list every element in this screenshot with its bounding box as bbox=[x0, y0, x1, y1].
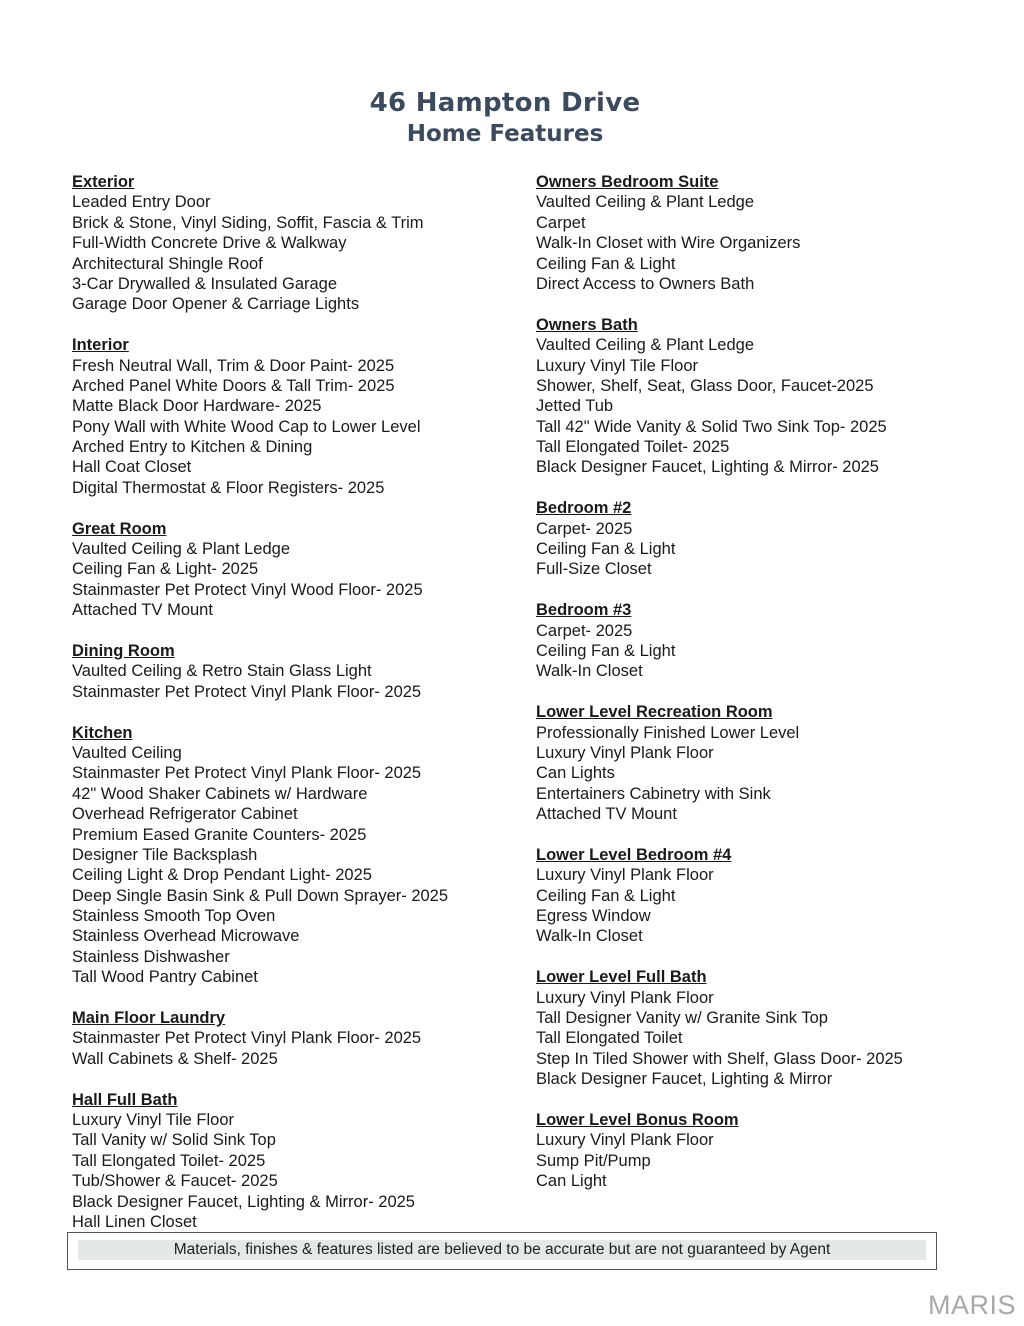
section-heading: Lower Level Bonus Room bbox=[536, 1110, 739, 1129]
section-heading: Bedroom #3 bbox=[536, 601, 632, 620]
feature-item: Can Lights bbox=[536, 764, 615, 783]
feature-item: Ceiling Fan & Light- 2025 bbox=[72, 560, 259, 579]
feature-item: Matte Black Door Hardware- 2025 bbox=[72, 397, 322, 416]
section-great-room bbox=[72, 519, 512, 621]
feature-item: Hall Linen Closet bbox=[72, 1212, 197, 1231]
feature-item: Jetted Tub bbox=[536, 397, 614, 416]
section-exterior bbox=[72, 172, 512, 315]
feature-item: Entertainers Cabinetry with Sink bbox=[536, 784, 771, 803]
feature-item: Carpet bbox=[536, 213, 586, 232]
feature-item: Step In Tiled Shower with Shelf, Glass Door- 2025 bbox=[536, 1049, 903, 1068]
feature-item: 3-Car Drywalled & Insulated Garage bbox=[72, 274, 338, 293]
feature-item: Stainmaster Pet Protect Vinyl Plank Floor- 2025 bbox=[72, 682, 422, 701]
section-bedroom-2 bbox=[536, 498, 976, 580]
feature-item: Walk-In Closet with Wire Organizers bbox=[536, 234, 801, 253]
feature-item: Vaulted Ceiling bbox=[72, 743, 182, 762]
disclaimer-text: Materials, finishes & features listed are believed to be accurate but are not guaranteed by Agent bbox=[173, 1241, 831, 1258]
feature-item: Vaulted Ceiling & Retro Stain Glass Light bbox=[72, 662, 372, 681]
feature-item: Wall Cabinets & Shelf- 2025 bbox=[72, 1049, 278, 1068]
feature-item: Stainmaster Pet Protect Vinyl Plank Floor- 2025 bbox=[72, 764, 422, 783]
section-heading: Owners Bath bbox=[536, 315, 638, 334]
feature-item: 42" Wood Shaker Cabinets w/ Hardware bbox=[72, 784, 368, 803]
feature-item: Tall Designer Vanity w/ Granite Sink Top bbox=[536, 1009, 828, 1028]
feature-item: Shower, Shelf, Seat, Glass Door, Faucet-2025 bbox=[536, 376, 874, 395]
feature-item: Full-Width Concrete Drive & Walkway bbox=[72, 234, 347, 253]
feature-item: Luxury Vinyl Plank Floor bbox=[536, 988, 714, 1007]
feature-item: Carpet- 2025 bbox=[536, 621, 633, 640]
feature-item: Premium Eased Granite Counters- 2025 bbox=[72, 825, 367, 844]
feature-item: Pony Wall with White Wood Cap to Lower Level bbox=[72, 417, 421, 436]
feature-item: Walk-In Closet bbox=[536, 662, 643, 681]
section-heading: Kitchen bbox=[72, 723, 133, 742]
section-owners-bedroom-suite bbox=[536, 172, 976, 294]
feature-item: Tall Elongated Toilet- 2025 bbox=[536, 438, 730, 457]
section-lower-level-full-bath bbox=[536, 967, 976, 1089]
feature-item: Stainmaster Pet Protect Vinyl Wood Floor- 2025 bbox=[72, 580, 423, 599]
feature-item: Brick & Stone, Vinyl Siding, Soffit, Fascia & Trim bbox=[72, 213, 424, 232]
feature-item: Hall Coat Closet bbox=[72, 458, 192, 477]
feature-item: Vaulted Ceiling & Plant Ledge bbox=[536, 336, 755, 355]
section-owners-bath bbox=[536, 315, 976, 478]
section-heading: Bedroom #2 bbox=[536, 499, 632, 518]
document-subtitle: Home Features bbox=[406, 121, 604, 147]
section-interior bbox=[72, 335, 512, 498]
feature-item: Luxury Vinyl Plank Floor bbox=[536, 866, 714, 885]
feature-item: Tall 42" Wide Vanity & Solid Two Sink Top- 2025 bbox=[536, 417, 887, 436]
feature-item: Arched Entry to Kitchen & Dining bbox=[72, 438, 313, 457]
feature-item: Digital Thermostat & Floor Registers- 2025 bbox=[72, 478, 385, 497]
disclaimer-box bbox=[67, 1232, 937, 1270]
feature-item: Tall Elongated Toilet bbox=[536, 1029, 683, 1048]
feature-item: Arched Panel White Doors & Tall Trim- 2025 bbox=[72, 376, 395, 395]
feature-item: Stainless Smooth Top Oven bbox=[72, 907, 276, 926]
feature-item: Professionally Finished Lower Level bbox=[536, 723, 800, 742]
feature-item: Ceiling Fan & Light bbox=[536, 254, 676, 273]
feature-item: Tall Elongated Toilet- 2025 bbox=[72, 1151, 266, 1170]
section-lower-level-recreation-room bbox=[536, 702, 976, 824]
feature-item: Deep Single Basin Sink & Pull Down Sprayer- 2025 bbox=[72, 886, 449, 905]
feature-item: Walk-In Closet bbox=[536, 927, 643, 946]
feature-item: Carpet- 2025 bbox=[536, 519, 633, 538]
section-heading: Lower Level Bedroom #4 bbox=[536, 845, 732, 864]
feature-item: Attached TV Mount bbox=[536, 805, 677, 824]
section-main-floor-laundry bbox=[72, 1008, 512, 1069]
feature-item: Full-Size Closet bbox=[536, 560, 652, 579]
feature-item: Egress Window bbox=[536, 907, 651, 926]
section-heading: Exterior bbox=[72, 173, 135, 191]
feature-item: Tall Vanity w/ Solid Sink Top bbox=[72, 1131, 276, 1150]
feature-item: Architectural Shingle Roof bbox=[72, 254, 263, 273]
feature-item: Attached TV Mount bbox=[72, 601, 213, 620]
feature-item: Black Designer Faucet, Lighting & Mirror bbox=[536, 1070, 833, 1089]
section-heading: Lower Level Recreation Room bbox=[536, 703, 773, 722]
section-heading: Dining Room bbox=[72, 641, 175, 660]
section-dining-room bbox=[72, 641, 512, 702]
feature-item: Stainless Dishwasher bbox=[72, 947, 230, 966]
feature-item: Ceiling Fan & Light bbox=[536, 886, 676, 905]
feature-item: Garage Door Opener & Carriage Lights bbox=[72, 295, 360, 314]
feature-item: Luxury Vinyl Plank Floor bbox=[536, 1131, 714, 1150]
section-hall-full-bath bbox=[72, 1090, 512, 1233]
feature-item: Black Designer Faucet, Lighting & Mirror- 2025 bbox=[536, 458, 879, 477]
feature-item: Luxury Vinyl Tile Floor bbox=[72, 1110, 235, 1129]
feature-item: Fresh Neutral Wall, Trim & Door Paint- 2025 bbox=[72, 356, 395, 375]
left-feature-column bbox=[72, 172, 512, 1253]
section-lower-level-bedroom-4 bbox=[536, 845, 976, 947]
section-heading: Great Room bbox=[72, 519, 167, 538]
section-heading: Main Floor Laundry bbox=[72, 1009, 226, 1028]
section-heading: Owners Bedroom Suite bbox=[536, 173, 719, 191]
feature-item: Luxury Vinyl Plank Floor bbox=[536, 743, 714, 762]
feature-item: Leaded Entry Door bbox=[72, 193, 211, 212]
feature-item: Ceiling Light & Drop Pendant Light- 2025 bbox=[72, 866, 372, 885]
section-heading: Interior bbox=[72, 336, 129, 355]
feature-item: Tall Wood Pantry Cabinet bbox=[72, 968, 258, 987]
feature-item: Black Designer Faucet, Lighting & Mirror- 2025 bbox=[72, 1192, 415, 1211]
feature-item: Stainmaster Pet Protect Vinyl Plank Floor- 2025 bbox=[72, 1029, 422, 1048]
feature-item: Designer Tile Backsplash bbox=[72, 845, 258, 864]
feature-item: Ceiling Fan & Light bbox=[536, 540, 676, 559]
right-feature-column bbox=[536, 172, 976, 1212]
section-heading: Lower Level Full Bath bbox=[536, 968, 707, 987]
section-bedroom-3 bbox=[536, 600, 976, 682]
section-kitchen bbox=[72, 723, 512, 988]
feature-item: Ceiling Fan & Light bbox=[536, 641, 676, 660]
feature-item: Stainless Overhead Microwave bbox=[72, 927, 300, 946]
feature-item: Direct Access to Owners Bath bbox=[536, 274, 755, 293]
document-title: 46 Hampton Drive bbox=[369, 88, 641, 118]
feature-item: Sump Pit/Pump bbox=[536, 1151, 651, 1170]
maris-watermark: MARIS bbox=[927, 1290, 1016, 1320]
section-lower-level-bonus-room bbox=[536, 1110, 976, 1192]
feature-item: Overhead Refrigerator Cabinet bbox=[72, 805, 298, 824]
section-heading: Hall Full Bath bbox=[72, 1090, 178, 1109]
feature-item: Luxury Vinyl Tile Floor bbox=[536, 356, 699, 375]
feature-item: Vaulted Ceiling & Plant Ledge bbox=[536, 193, 755, 212]
feature-item: Can Light bbox=[536, 1172, 607, 1191]
feature-item: Tub/Shower & Faucet- 2025 bbox=[72, 1172, 278, 1191]
feature-item: Vaulted Ceiling & Plant Ledge bbox=[72, 540, 291, 559]
